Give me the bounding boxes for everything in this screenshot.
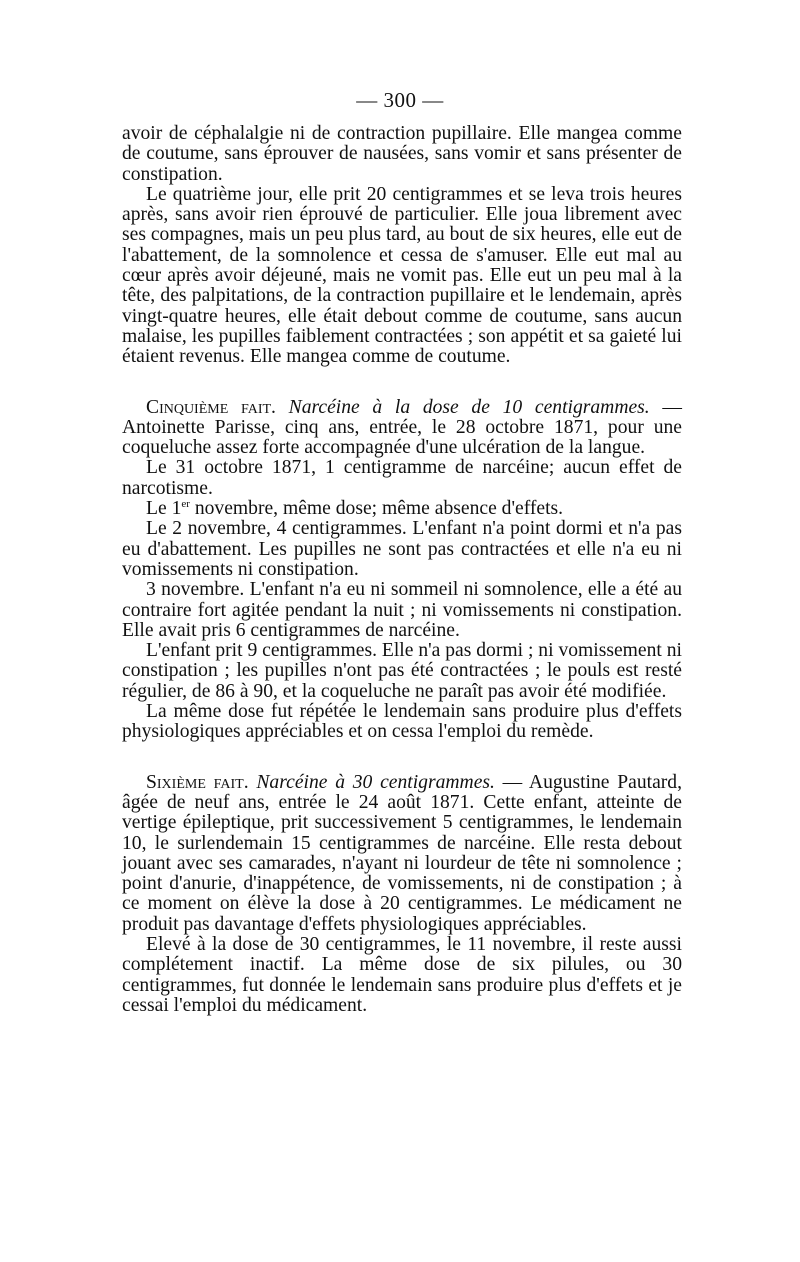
paragraph: Elevé à la dose de 30 centigrammes, le 11 novembre, il reste aussi complétement inactif. La même dose de six pilules, ou 30 centigrammes, fut donnée le lendemain sans produire plus d'effets et je cessai l'emploi du médicament. [122, 933, 682, 1016]
paragraph [122, 499, 682, 519]
text-run: Le 1 [146, 498, 182, 520]
section-gap [122, 743, 682, 773]
case-5-title: Narcéine à la dose de 10 centigrammes. [288, 396, 650, 418]
paragraph: Le 2 novembre, 4 centigrammes. L'enfant n'a point dormi et n'a pas eu d'abattement. Les pupilles ne sont pas contractées et elle n'a eu ni vomissements ni constipation. [122, 518, 682, 580]
paragraph: L'enfant prit 9 centigrammes. Elle n'a pas dormi ; ni vomissement ni constipation ; les pupilles n'ont pas été contractées ; le pouls est resté régulier, de 86 à 90, et la coqueluche ne paraît pas avoir été modifiée. [122, 640, 682, 702]
superscript: er [181, 498, 190, 511]
case-5-intro-text: — Antoinette Parisse, cinq ans, entrée, le 28 octobre 1871, pour une coqueluche assez forte accompagnée d'une ulcération de la langue. [122, 396, 682, 459]
page-number: — 300 — [356, 88, 444, 112]
paragraph: Le 31 octobre 1871, 1 centigramme de narcéine; aucun effet de narcotisme. [122, 457, 682, 499]
paragraph: avoir de céphalalgie ni de contraction pupillaire. Elle mangea comme de coutume, sans éprouver de nausées, sans vomir et sans présenter de constipation. [122, 123, 682, 185]
text-run: novembre, même dose; même absence d'effets. [189, 498, 564, 520]
case-6-title: Narcéine à 30 centigrammes. [256, 771, 495, 793]
body-text [122, 124, 682, 1016]
paragraph: 3 novembre. L'enfant n'a eu ni sommeil ni somnolence, elle a été au contraire fort agitée pendant la nuit ; ni vomissements ni constipation. Elle avait pris 6 centigrammes de narcéine. [122, 579, 682, 641]
paragraph: La même dose fut répétée le lendemain sans produire plus d'effets physiologiques appréciables et on cessa l'emploi du remède. [122, 701, 682, 743]
section-gap [122, 368, 682, 398]
case-5-intro [122, 398, 682, 459]
case-5-heading: Cinquième fait. [146, 396, 276, 418]
case-6-intro-text: — Augustine Pautard, âgée de neuf ans, entrée le 24 août 1871. Cette enfant, atteinte de vertige épileptique, prit successivement 5 centigrammes, le lendemain 10, le surlendemain 15 centigrammes de narcéine. Elle resta debout jouant avec ses camarades, n'ayant ni lourdeur de tête ni somnolence ; point d'anurie, d'inappétence, de vomissements, ni de constipation ; à ce moment on élève la dose à 20 centigrammes. Le médicament ne produit pas davantage d'effets physiologiques appréciables. [122, 771, 682, 935]
case-6-intro [122, 773, 682, 935]
case-6-heading: Sixième fait. [146, 771, 249, 793]
paragraph: Le quatrième jour, elle prit 20 centigrammes et se leva trois heures après, sans avoir rien éprouvé de particulier. Elle joua librement avec ses compagnes, mais un peu plus tard, au bout de six heures, elle eut de l'abattement, de la somnolence et cessa de s'amuser. Elle eut mal au cœur après avoir déjeuné, mais ne vomit pas. Elle eut un peu mal à la tête, des palpitations, de la contraction pupillaire et le lendemain, après vingt-quatre heures, elle était debout comme de coutume, sans aucun malaise, les pupilles faiblement contractées ; son appétit et sa gaieté lui étaient revenus. Elle mangea comme de coutume. [122, 183, 682, 368]
